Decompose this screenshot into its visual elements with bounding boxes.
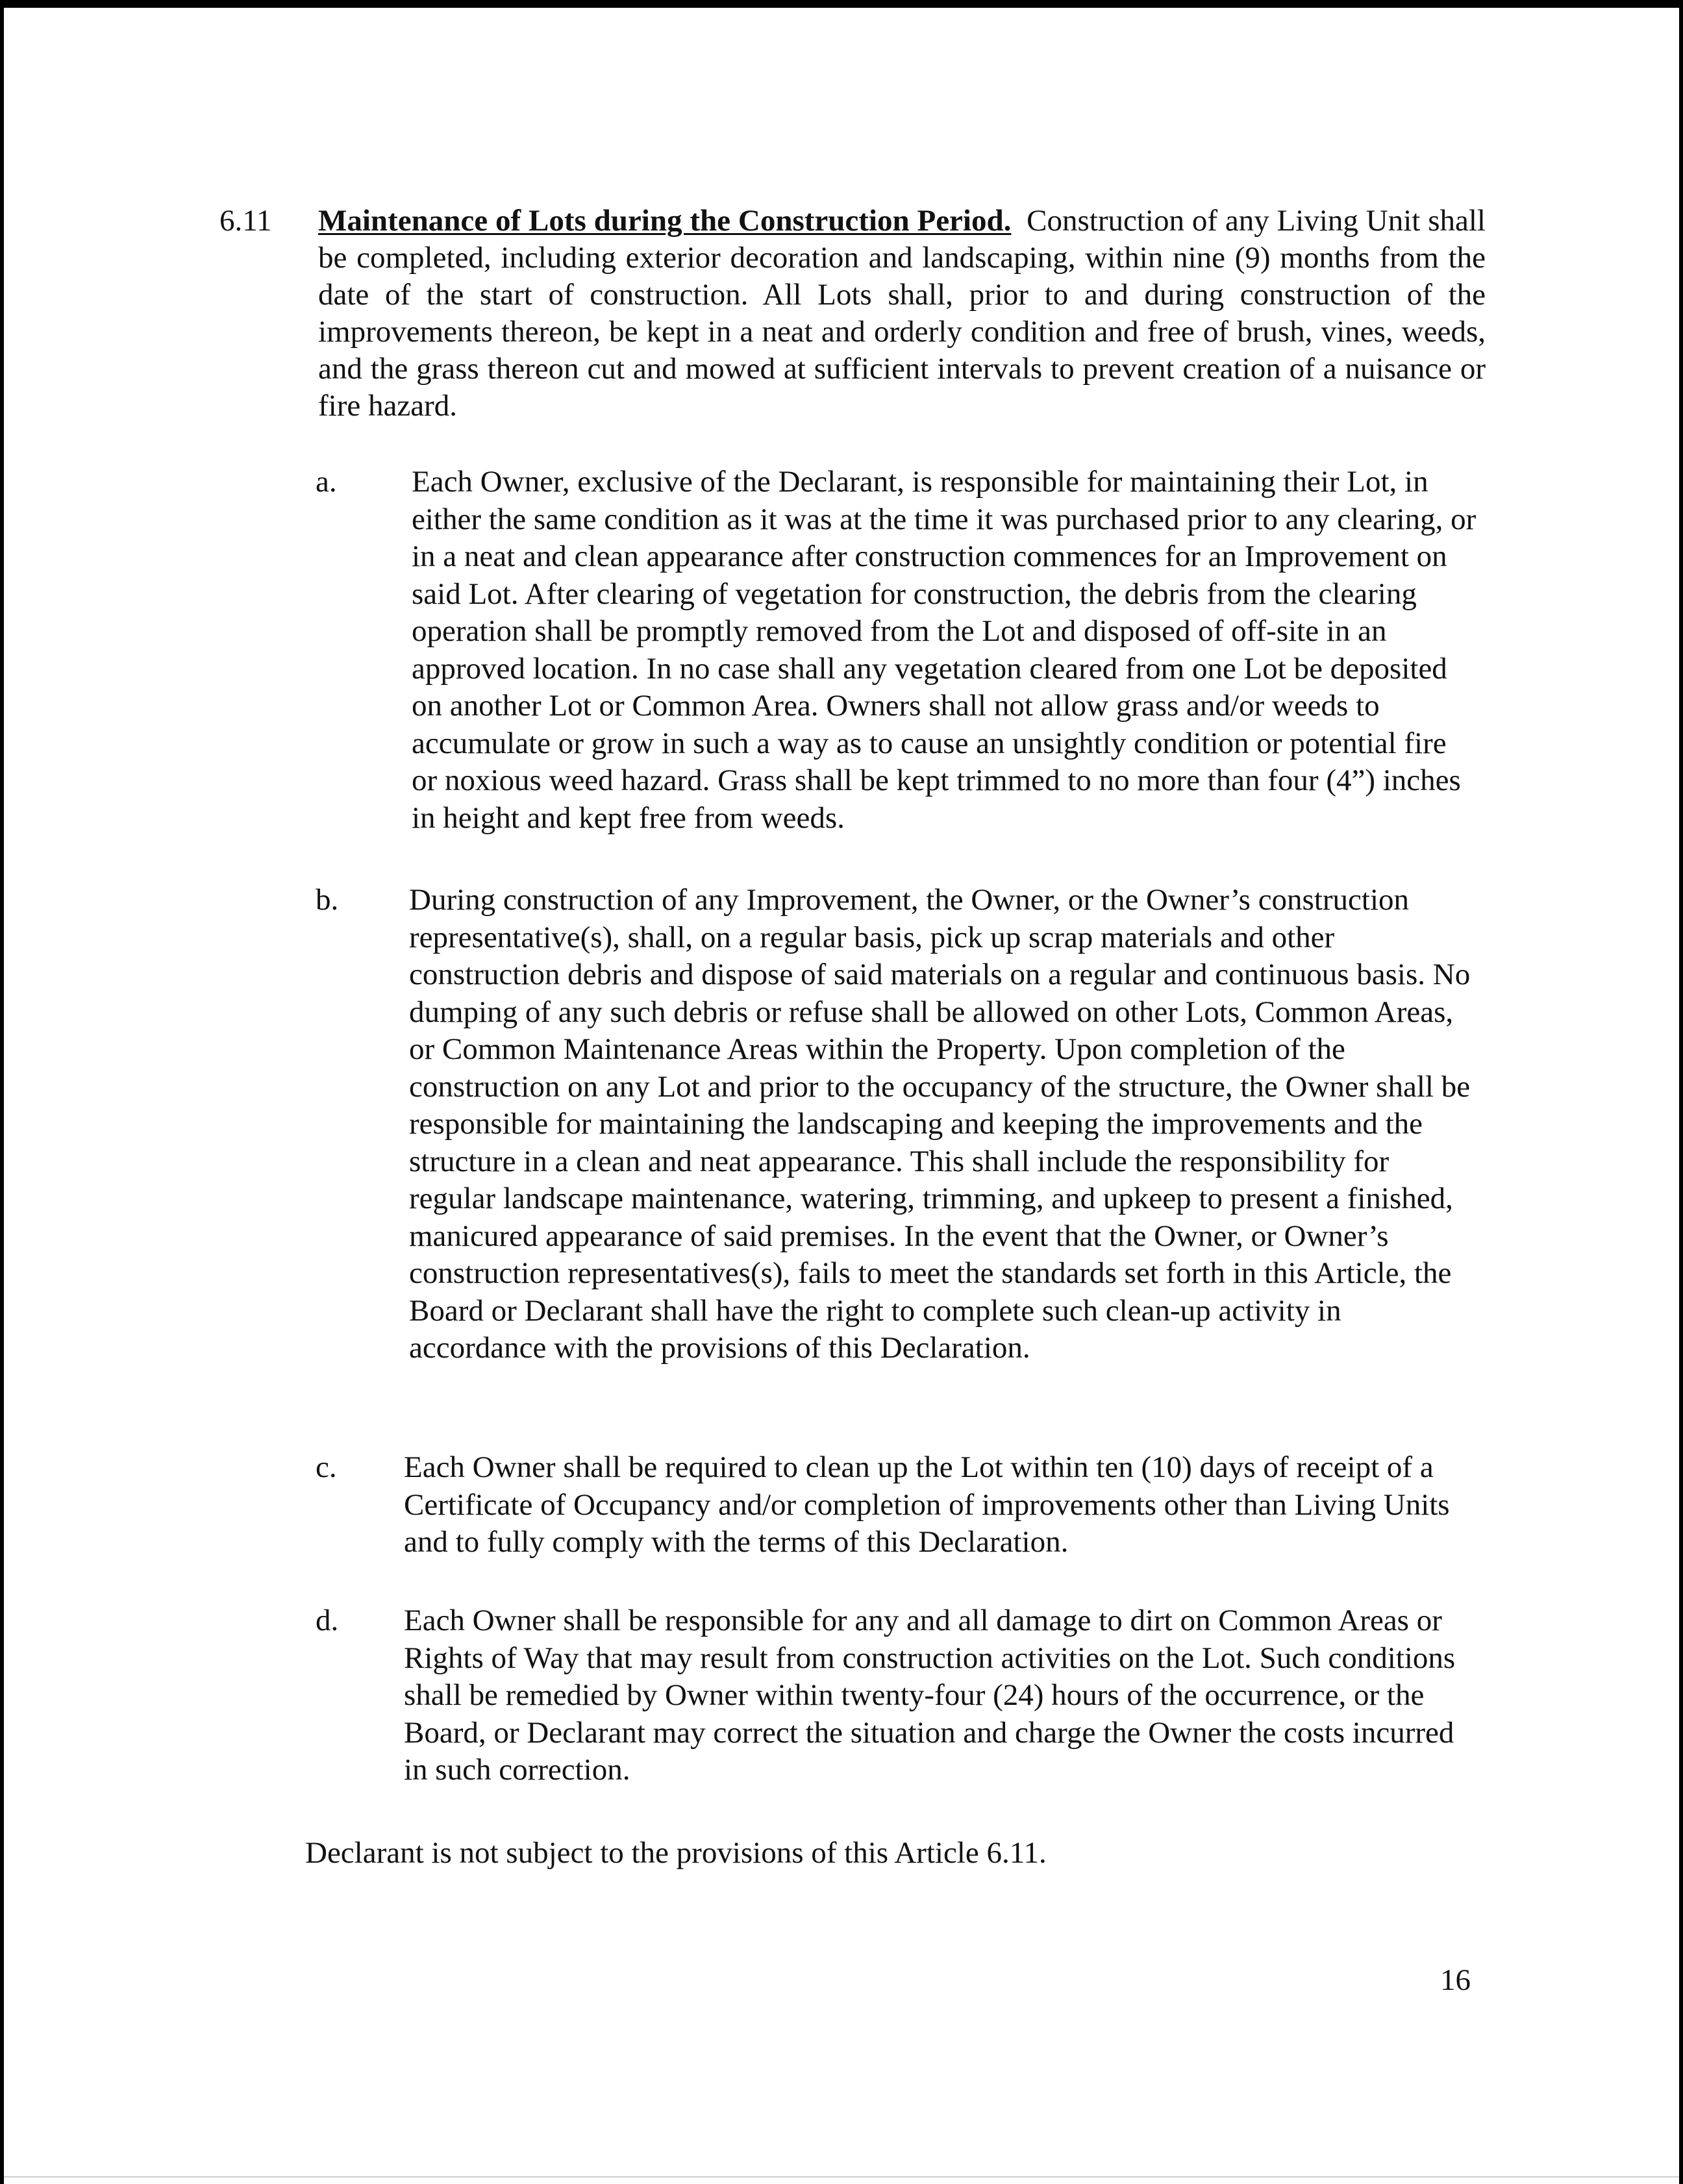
list-item-letter: a. — [316, 465, 337, 499]
closing-note: Declarant is not subject to the provisions of this Article 6.11. — [305, 1836, 1047, 1870]
list-item-text: Each Owner shall be required to clean up the Lot within ten (10) days of receipt of a Certificate of Occupancy and/or completion of improvements other than Living Units and to fully comply with the terms of this Declaration. — [404, 1450, 1450, 1559]
list-item-text: During construction of any Improvement, the Owner, or the Owner’s construction representative(s), shall, on a regular basis, pick up scrap materials and other construction debris and dispose of said materials on a regular and continuous basis. No dumping of any such debris or refuse shall be allowed on other Lots, Common Areas, or Common Maintenance Areas within the Property. Upon completion of the construction on any Lot and prior to the occupancy of the structure, the Owner shall be responsible for maintaining the landscaping and keeping the improvements and the structure in a clean and neat appearance. This shall include the responsibility for regular landscape maintenance, watering, trimming, and upkeep to present a finished, manicured appearance of said premises. In the event that the Owner, or Owner’s construction representatives(s), fails to meet the standards set forth in this Article, the Board or Declarant shall have the right to complete such clean-up activity in accordance with the provisions of this Declaration. — [409, 883, 1471, 1365]
list-item-text: Each Owner, exclusive of the Declarant, is responsible for maintaining their Lot, in either the same condition as it was at the time it was purchased prior to any clearing, or in a neat and clean appearance after construction commences for an Improvement on said Lot. After clearing of vegetation for construction, the debris from the clearing operation shall be promptly removed from the Lot and disposed of off-site in an approved location. In no case shall any vegetation cleared from one Lot be deposited on another Lot or Common Area. Owners shall not allow grass and/or weeds to accumulate or grow in such a way as to cause an unsightly condition or potential fire or noxious weed hazard. Grass shall be kept trimmed to no more than four (4”) inches in height and kept free from weeds. — [412, 465, 1477, 835]
list-item-letter: d. — [316, 1604, 339, 1637]
page-number: 16 — [1440, 1963, 1471, 1997]
scan-edge-line — [4, 2176, 1679, 2178]
section-paragraph — [318, 203, 1486, 425]
section-title: Maintenance of Lots during the Construction Period. — [318, 204, 1012, 238]
list-item-letter: b. — [316, 883, 339, 917]
section-number: 6.11 — [219, 204, 272, 238]
list-item-letter: c. — [316, 1450, 337, 1484]
list-item-text: Each Owner shall be responsible for any and all damage to dirt on Common Areas or Rights of Way that may result from construction activities on the Lot. Such conditions shall be remedied by Owner within twenty-four (24) hours of the occurrence, or the Board, or Declarant may correct the situation and charge the Owner the costs incurred in such correction. — [404, 1604, 1456, 1787]
section-body-text: Construction of any Living Unit shall be completed, including exterior decoration and landscaping, within nine (9) months from the date of the start of construction. All Lots shall, prior to and during construction of the improvements thereon, be kept in a neat and orderly condition and free of brush, vines, weeds, and the grass thereon cut and mowed at sufficient intervals to prevent creation of a nuisance or fire hazard. — [318, 204, 1486, 423]
